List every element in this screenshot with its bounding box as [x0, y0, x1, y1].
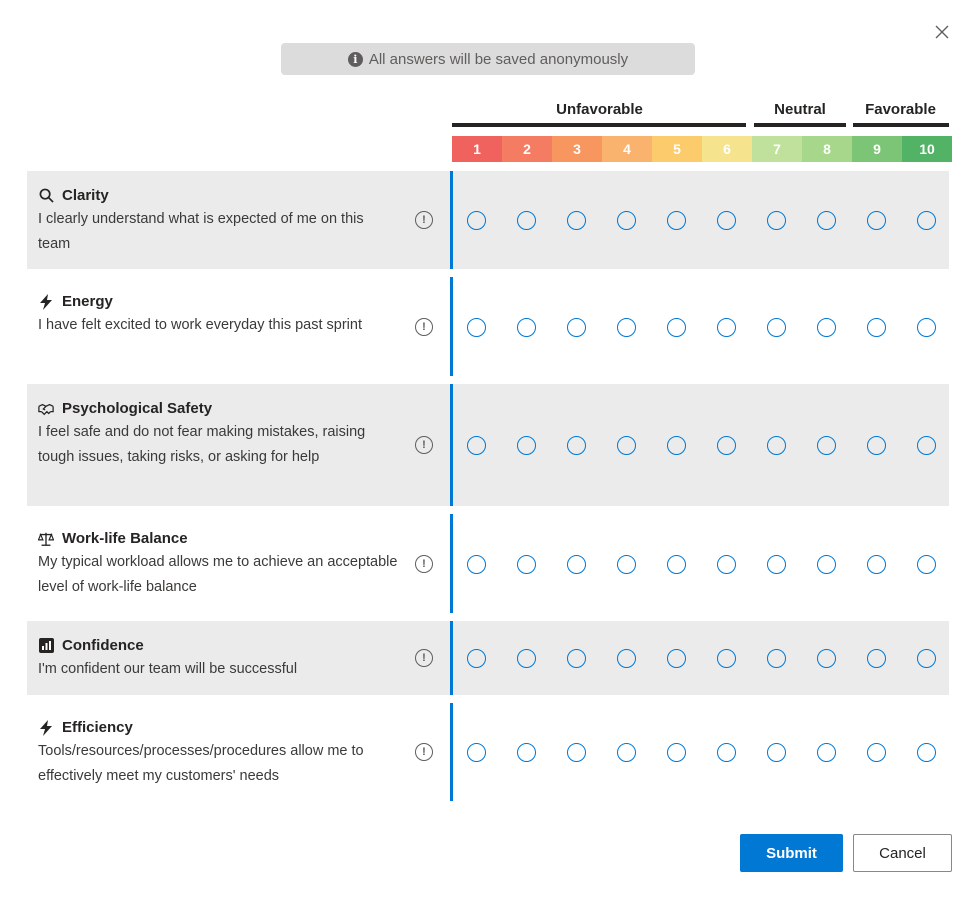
rating-radio-10[interactable]: [917, 211, 936, 230]
info-icon[interactable]: !: [415, 436, 433, 454]
lightning-icon: [38, 720, 54, 736]
rating-radio-4[interactable]: [617, 555, 636, 574]
question-description: I clearly understand what is expected of me on this team: [38, 211, 364, 252]
rating-radio-5[interactable]: [667, 649, 686, 668]
rating-radio-9[interactable]: [867, 318, 886, 337]
notice-text: All answers will be saved anonymously: [368, 50, 629, 68]
question-title: [38, 637, 144, 654]
rating-radio-10[interactable]: [917, 318, 936, 337]
info-icon[interactable]: !: [415, 555, 433, 573]
rating-radio-3[interactable]: [567, 318, 586, 337]
rating-radio-3[interactable]: [567, 649, 586, 668]
rating-radio-7[interactable]: [767, 436, 786, 455]
rating-radio-6[interactable]: [717, 649, 736, 668]
rating-radio-5[interactable]: [667, 318, 686, 337]
group-underline-favorable: [853, 123, 949, 127]
rating-radio-4[interactable]: [617, 436, 636, 455]
rating-radio-2[interactable]: [517, 555, 536, 574]
rating-radio-1[interactable]: [467, 436, 486, 455]
rating-radio-7[interactable]: [767, 743, 786, 762]
rating-radio-6[interactable]: [717, 211, 736, 230]
question-title-text: Clarity: [62, 187, 109, 204]
question-row: [27, 621, 949, 695]
rating-radio-1[interactable]: [467, 211, 486, 230]
rating-radio-3[interactable]: [567, 743, 586, 762]
rating-radio-4[interactable]: [617, 649, 636, 668]
rating-radio-7[interactable]: [767, 555, 786, 574]
question-description: I have felt excited to work everyday this past sprint: [38, 317, 362, 333]
rating-radio-7[interactable]: [767, 211, 786, 230]
rating-radio-2[interactable]: [517, 211, 536, 230]
rating-radio-10[interactable]: [917, 555, 936, 574]
scale-cell-4: 4: [602, 136, 652, 162]
question-title-text: Psychological Safety: [62, 400, 213, 417]
group-underline-unfavorable: [452, 123, 746, 127]
rating-radio-4[interactable]: [617, 743, 636, 762]
scale-cell-1: 1: [452, 136, 502, 162]
question-title-text: Energy: [62, 293, 113, 310]
question-description: Tools/resources/processes/procedures allow me to effectively meet my customers' needs: [38, 743, 364, 784]
row-divider: [450, 514, 453, 613]
rating-radio-8[interactable]: [817, 318, 836, 337]
question-title: [38, 187, 109, 204]
cancel-button[interactable]: Cancel: [853, 834, 952, 872]
submit-button[interactable]: Submit: [740, 834, 843, 872]
rating-radio-5[interactable]: [667, 555, 686, 574]
scale-cell-10: 10: [902, 136, 952, 162]
question-title-text: Work-life Balance: [62, 530, 188, 547]
scale-cell-2: 2: [502, 136, 552, 162]
search-icon: [38, 188, 54, 204]
rating-radio-1[interactable]: [467, 555, 486, 574]
scales-icon: [38, 531, 54, 547]
rating-radio-10[interactable]: [917, 436, 936, 455]
anonymity-notice: [281, 43, 695, 75]
rating-radio-8[interactable]: [817, 743, 836, 762]
question-description: My typical workload allows me to achieve an acceptable level of work-life balance: [38, 554, 398, 595]
question-row: [27, 703, 949, 801]
rating-radio-8[interactable]: [817, 555, 836, 574]
rating-radio-8[interactable]: [817, 211, 836, 230]
rating-radio-9[interactable]: [867, 743, 886, 762]
scale-cell-3: 3: [552, 136, 602, 162]
question-description: I feel safe and do not fear making mistakes, raising tough issues, taking risks, or asking for help: [38, 424, 366, 465]
rating-radio-7[interactable]: [767, 649, 786, 668]
rating-radio-9[interactable]: [867, 436, 886, 455]
rating-radio-5[interactable]: [667, 743, 686, 762]
scale-cell-9: 9: [852, 136, 902, 162]
info-icon[interactable]: !: [415, 211, 433, 229]
info-icon[interactable]: !: [415, 318, 433, 336]
rating-radio-2[interactable]: [517, 649, 536, 668]
rating-radio-9[interactable]: [867, 211, 886, 230]
rating-radio-6[interactable]: [717, 318, 736, 337]
rating-radio-5[interactable]: [667, 211, 686, 230]
question-row: [27, 514, 949, 613]
rating-radio-8[interactable]: [817, 649, 836, 668]
rating-radio-6[interactable]: [717, 555, 736, 574]
rating-radio-1[interactable]: [467, 318, 486, 337]
question-title-text: Confidence: [62, 637, 144, 654]
rating-radio-2[interactable]: [517, 318, 536, 337]
rating-radio-10[interactable]: [917, 649, 936, 668]
row-divider: [450, 277, 453, 376]
handshake-icon: [38, 401, 54, 417]
question-row: [27, 384, 949, 506]
rating-radio-4[interactable]: [617, 211, 636, 230]
scale-cell-8: 8: [802, 136, 852, 162]
question-title: [38, 530, 188, 547]
rating-radio-3[interactable]: [567, 436, 586, 455]
scale-cell-6: 6: [702, 136, 752, 162]
rating-radio-9[interactable]: [867, 649, 886, 668]
rating-radio-7[interactable]: [767, 318, 786, 337]
rating-radio-10[interactable]: [917, 743, 936, 762]
rating-radio-4[interactable]: [617, 318, 636, 337]
row-divider: [450, 621, 453, 695]
rating-radio-2[interactable]: [517, 436, 536, 455]
rating-radio-5[interactable]: [667, 436, 686, 455]
rating-radio-3[interactable]: [567, 211, 586, 230]
rating-radio-1[interactable]: [467, 743, 486, 762]
rating-radio-3[interactable]: [567, 555, 586, 574]
info-circle-icon: i: [348, 52, 363, 67]
rating-radio-8[interactable]: [817, 436, 836, 455]
question-title-text: Efficiency: [62, 719, 133, 736]
question-description: I'm confident our team will be successful: [38, 661, 298, 677]
question-title: [38, 400, 212, 417]
close-button[interactable]: [933, 23, 951, 41]
row-divider: [450, 384, 453, 506]
group-label-neutral: Neutral: [774, 101, 826, 118]
rating-radio-6[interactable]: [717, 436, 736, 455]
info-icon[interactable]: !: [415, 743, 433, 761]
rating-radio-6[interactable]: [717, 743, 736, 762]
scale-cell-5: 5: [652, 136, 702, 162]
rating-radio-1[interactable]: [467, 649, 486, 668]
chart-box-icon: [38, 638, 54, 654]
question-title: [38, 293, 113, 310]
question-row: [27, 277, 949, 376]
lightning-icon: [38, 294, 54, 310]
scale-cell-7: 7: [752, 136, 802, 162]
close-icon: [933, 23, 951, 41]
group-label-unfavorable: Unfavorable: [556, 101, 643, 118]
row-divider: [450, 703, 453, 801]
row-divider: [450, 171, 453, 269]
rating-radio-9[interactable]: [867, 555, 886, 574]
group-underline-neutral: [754, 123, 846, 127]
rating-radio-2[interactable]: [517, 743, 536, 762]
question-row: [27, 171, 949, 269]
question-title: [38, 719, 133, 736]
info-icon[interactable]: !: [415, 649, 433, 667]
group-label-favorable: Favorable: [865, 101, 936, 118]
